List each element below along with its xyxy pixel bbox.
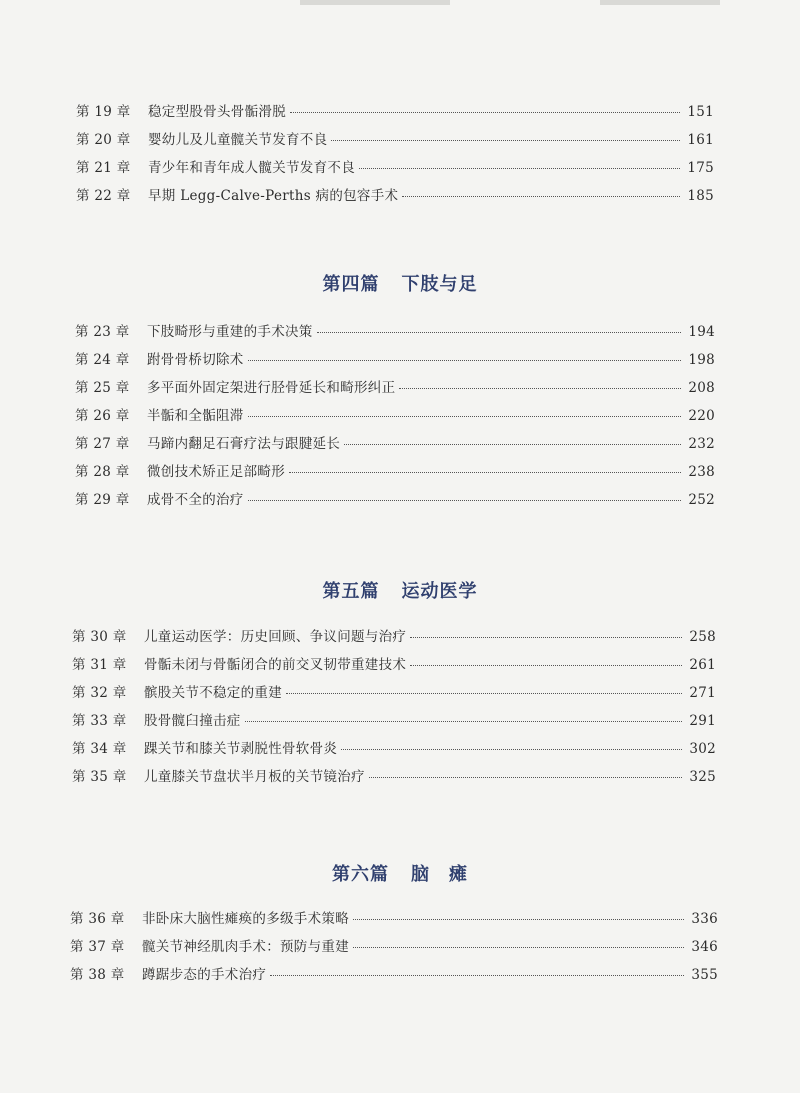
dot-leader — [248, 416, 681, 417]
page-number: 220 — [688, 408, 715, 424]
toc-entry[interactable] — [0, 653, 800, 681]
dot-leader — [248, 360, 681, 361]
dot-leader — [344, 444, 681, 445]
part-heading — [0, 270, 800, 296]
chapter-number: 第 35 章 — [72, 769, 127, 785]
dot-leader — [286, 693, 682, 694]
chapter-title: 髌股关节不稳定的重建 — [144, 685, 282, 701]
chapter-title: 微创技术矫正足部畸形 — [147, 464, 285, 480]
dot-leader — [353, 919, 684, 920]
chapter-title: 早期 Legg-Calve-Perths 病的包容手术 — [148, 188, 399, 204]
toc-entry[interactable] — [0, 625, 800, 653]
toc-entry[interactable] — [0, 488, 800, 516]
chapter-number: 第 24 章 — [75, 352, 130, 368]
toc-entry[interactable] — [0, 320, 800, 348]
chapter-title: 青少年和青年成人髋关节发育不良 — [148, 160, 355, 176]
toc-entry[interactable] — [0, 681, 800, 709]
dot-leader — [399, 388, 681, 389]
part-number: 第五篇 — [322, 581, 380, 602]
dot-leader — [317, 332, 681, 333]
page-number: 355 — [691, 967, 718, 983]
page-number: 238 — [688, 464, 715, 480]
part-number: 第四篇 — [322, 274, 380, 295]
chapter-title: 股骨髋臼撞击症 — [144, 713, 241, 729]
toc-group-part6 — [0, 907, 800, 991]
toc-entry[interactable] — [0, 404, 800, 432]
chapter-title: 下肢畸形与重建的手术决策 — [147, 324, 313, 340]
page-number: 198 — [688, 352, 715, 368]
chapter-number: 第 23 章 — [75, 324, 130, 340]
chapter-title: 儿童膝关节盘状半月板的关节镜治疗 — [144, 769, 365, 785]
page-number: 302 — [689, 741, 716, 757]
toc-entry[interactable] — [0, 128, 800, 156]
page-number: 151 — [687, 104, 714, 120]
dot-leader — [248, 500, 681, 501]
chapter-number: 第 34 章 — [72, 741, 127, 757]
toc-entry[interactable] — [0, 100, 800, 128]
chapter-number: 第 28 章 — [75, 464, 130, 480]
page-number: 175 — [687, 160, 714, 176]
page-number: 208 — [688, 380, 715, 396]
chapter-number: 第 32 章 — [72, 685, 127, 701]
toc-entry[interactable] — [0, 432, 800, 460]
chapter-number: 第 30 章 — [72, 629, 127, 645]
chapter-title: 跗骨骨桥切除术 — [147, 352, 244, 368]
page-number: 185 — [687, 188, 714, 204]
toc-entry[interactable] — [0, 184, 800, 212]
chapter-number: 第 37 章 — [70, 939, 125, 955]
toc-entry[interactable] — [0, 907, 800, 935]
dot-leader — [270, 975, 684, 976]
toc-entry[interactable] — [0, 737, 800, 765]
chapter-number: 第 27 章 — [75, 436, 130, 452]
part-number: 第六篇 — [332, 864, 389, 885]
dot-leader — [341, 749, 682, 750]
chapter-number: 第 25 章 — [75, 380, 130, 396]
page-number: 291 — [689, 713, 716, 729]
dot-leader — [402, 196, 680, 197]
toc-entry[interactable] — [0, 156, 800, 184]
chapter-title: 半骺和全骺阻滞 — [147, 408, 244, 424]
dot-leader — [289, 472, 681, 473]
part-heading — [0, 577, 800, 603]
toc-group-part4 — [0, 320, 800, 516]
toc-entry[interactable] — [0, 765, 800, 793]
chapter-number: 第 29 章 — [75, 492, 130, 508]
page-number: 336 — [691, 911, 718, 927]
chapter-title: 马蹄内翻足石膏疗法与跟腱延长 — [147, 436, 341, 452]
toc-entry[interactable] — [0, 348, 800, 376]
toc-group-part5 — [0, 625, 800, 793]
chapter-number: 第 21 章 — [76, 160, 131, 176]
chapter-title: 髋关节神经肌肉手术：预防与重建 — [142, 939, 349, 955]
part-heading — [0, 860, 800, 886]
chapter-title: 儿童运动医学：历史回顾、争议问题与治疗 — [144, 629, 407, 645]
chapter-number: 第 22 章 — [76, 188, 131, 204]
page-number: 271 — [689, 685, 716, 701]
dot-leader — [353, 947, 684, 948]
page-number: 232 — [688, 436, 715, 452]
chapter-number: 第 31 章 — [72, 657, 127, 673]
page-number: 258 — [689, 629, 716, 645]
chapter-title: 稳定型股骨头骨骺滑脱 — [148, 104, 286, 120]
page-number: 161 — [687, 132, 714, 148]
toc-entry[interactable] — [0, 935, 800, 963]
chapter-title: 多平面外固定架进行胫骨延长和畸形纠正 — [147, 380, 396, 396]
dot-leader — [359, 168, 680, 169]
chapter-title: 踝关节和膝关节剥脱性骨软骨炎 — [144, 741, 338, 757]
chapter-number: 第 19 章 — [76, 104, 131, 120]
chapter-title: 成骨不全的治疗 — [147, 492, 244, 508]
part-title: 下肢与足 — [401, 274, 478, 295]
chapter-number: 第 20 章 — [76, 132, 131, 148]
dot-leader — [410, 665, 682, 666]
dot-leader — [410, 637, 682, 638]
toc-entry[interactable] — [0, 963, 800, 991]
part-title: 脑 瘫 — [411, 864, 468, 885]
dot-leader — [290, 112, 680, 113]
chapter-title: 非卧床大脑性瘫痪的多级手术策略 — [142, 911, 349, 927]
chapter-title: 蹲踞步态的手术治疗 — [142, 967, 267, 983]
page-number: 325 — [689, 769, 716, 785]
chapter-number: 第 36 章 — [70, 911, 125, 927]
dot-leader — [369, 777, 682, 778]
chapter-title: 婴幼儿及儿童髋关节发育不良 — [148, 132, 328, 148]
chapter-number: 第 26 章 — [75, 408, 130, 424]
chapter-title: 骨骺未闭与骨骺闭合的前交叉韧带重建技术 — [144, 657, 407, 673]
dot-leader — [331, 140, 680, 141]
page-number: 261 — [689, 657, 716, 673]
chapter-number: 第 38 章 — [70, 967, 125, 983]
toc-entry[interactable] — [0, 376, 800, 404]
page-number: 346 — [691, 939, 718, 955]
toc-entry[interactable] — [0, 709, 800, 737]
toc-group-continued — [0, 100, 800, 212]
page-number: 194 — [688, 324, 715, 340]
page-number: 252 — [688, 492, 715, 508]
toc-entry[interactable] — [0, 460, 800, 488]
dot-leader — [245, 721, 682, 722]
part-title: 运动医学 — [401, 581, 478, 602]
chapter-number: 第 33 章 — [72, 713, 127, 729]
